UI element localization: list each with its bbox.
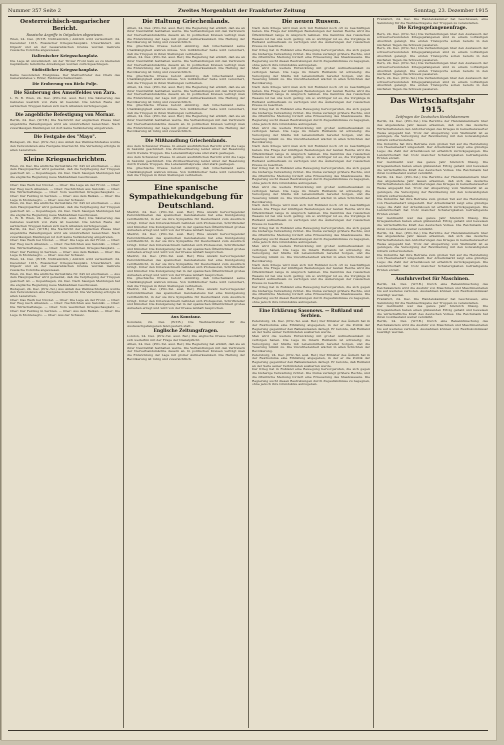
article-text: Man wird die weitere Entwicklung mit großer Aufmerksamkeit zu verfolgen haben. Die Lage im Innern Rußlands ist schwierig; die Versorgung der Städte mit Lebensmitteln bereitet Sorgen, und die Teuerung nimmt zu. Die Unzufriedenheit wächst in allen Schichten der Bevölkerung. (252, 244, 370, 263)
article-text: Der Krieg hat in Rußland eine Bewegung hervorgerufen, die sich gegen die bisherige Verwaltung richtet. Die Duma verlangt größere Rechte, und die öffentliche Meinung fordert eine Erneuerung des Staatswesens. Die Regierung sucht diesen Bestrebungen durch Zugeständnisse zu begegnen, ohne jedoch ihre Grundsätze aufzugeben. (252, 166, 370, 186)
article-text: Berlin, 24. Dez. (W.T.B.) Durch eine Bekanntmachung des Reichskanzlers wird die Ausfuhr von Maschinen und Maschinenteilen bis auf weiteres verboten. Ausnahmen können vom Reichskommissar bewilligt werden. (377, 282, 488, 298)
article-text: Ober: Das Werk bei Nicolet. — Ober: Die Lage an der Front. — Ober: Der Weg nach Albanien. — Ober: Nachrichten aus Saloniki. — Ober: Die Wirtschaftslage. — Ober: Vom westlichen Kriegsschauplatz. — Ober: Der Feldzug in Serbien. — Ober: Aus dem Balkan. — Ober: Die Lage in Montenegro. — Ober: Aus der Schweiz. (10, 297, 120, 317)
headline: Oesterreichisch-ungarischer Bericht. (20, 19, 110, 32)
headline: Die neuen Russen. (281, 19, 341, 25)
article-text: Die griechische Presse betont einmütig, daß Griechenland seine Unabhängigkeit wahren müsse. Von militärischer Seite wird versichert, daß die Truppen in ihren Stellungen verbleiben. (127, 44, 245, 56)
article-text: Wien, 24. Dez. (W.T.B. Nichtamtlich.) Amtlich wird verlautbart: 24. Dezember 1915. Russischer Kriegsschauplatz. Unverändert. Am Dnjestr und an der bessarabischen Grenze wurden mehrere russische Vorstöße abgewiesen. (10, 256, 120, 273)
masthead (8, 6, 488, 17)
article-text: Madrid, 24. Dez. (Priv.-Tel. ausl. Ber.) Eine Anzahl hervorragender Persönlichkeiten des spanischen Geisteslebens hat eine Kundgebung veröffentlicht, in der sie ihre Sympathie für Deutschland zum Ausdruck bringt. Unter den Unterzeichnern befinden sich Professoren, Schriftsteller und Künstler. Die Kundgebung hat in der spanischen Öffentlichkeit großes Aufsehen erregt und wird von der Presse lebhaft besprochen. (127, 287, 245, 310)
article-text: Nach dem Kriege wird man sich mit Rußland noch oft zu beschäftigen haben. Die Frage der künftigen Beziehungen der beiden Reiche wird die Öffentlichkeit lange in Anspruch nehmen. Die Kenntnis des russischen Wesens ist bei uns noch gering; um so wichtiger ist es, die Vorgänge in Rußland aufmerksam zu verfolgen und die Äußerungen der russischen Presse zu beachten. (252, 262, 370, 286)
headline: Die angebliche Befestigung von Mornar. (15, 113, 115, 119)
article-text: Berlin, 24. Dez. (Priv.-Tel.) Die Berichte der Handelskammern über das abgelaufene Jahr lassen erkennen, daß sich das deutsche Wirtschaftsleben den Anforderungen des Krieges in bemerkenswerter Weise angepaßt hat. Trotz der Absperrung vom Weltmarkt ist es gelungen, die Versorgung der Bevölkerung mit den notwendigsten Gütern sicherzustellen. (377, 119, 488, 142)
article-text: Der Krieg hat in Rußland eine Bewegung hervorgerufen, die sich gegen die bisherige Verwaltung richtet. Die Duma verlangt größere Rechte, und die öffentliche Meinung fordert eine Erneuerung des Staatswesens. Die Regierung sucht diesen Bestrebungen durch Zugeständnisse zu begegnen, ohne jedoch ihre Grundsätze aufzugeben. (252, 284, 370, 304)
divider (24, 89, 106, 90)
headline: Englische Zeitungsfragen. (153, 329, 219, 335)
article-text: Der Krieg hat in Rußland eine Bewegung hervorgerufen, die sich gegen die bisherige Verwaltung richtet. Die Duma verlangt größere Rechte, und die öffentliche Meinung fordert eine Erneuerung des Staatswesens. Die Regierung sucht diesen Bestrebungen durch Zugeständnisse zu begegnen, ohne jedoch ihre Grundsätze aufzugeben. (252, 225, 370, 245)
article-text: Madrid, 24. Dez. (Priv.-Tel. ausl. Ber.) Eine Anzahl hervorragender Persönlichkeiten des spanischen Geisteslebens hat eine Kundgebung veröffentlicht, in der sie ihre Sympathie für Deutschland zum Ausdruck bringt. Unter den Unterzeichnern befinden sich Professoren, Schriftsteller und Künstler. Die Kundgebung hat in der spanischen Öffentlichkeit großes Aufsehen erregt und wird von der Presse lebhaft besprochen. (127, 254, 245, 277)
article-text: Budapest, 24. Dez. (Priv.-Tel.) Aus Anlaß des Weihnachtsfestes wurde den Verwundeten eine Festgabe überreicht. Die Verteilung erfolgte in allen Lazaretten. (10, 286, 120, 298)
bottom-rule (8, 730, 488, 731)
divider (10, 181, 120, 182)
headline: Die Mißhandlung Griechenlands. (145, 138, 227, 144)
article-text: Athen, 24. Dez. (Priv.-Tel. ausl. Ber.) Die Regierung hat erklärt, daß sie an ihrer Neutralität festhalten werde. Die Verhandlungen mit den Vertretern der Vierverbandsmächte dauern an. In politischen Kreisen verfolgt man die Entwicklung der Lage mit großer Aufmerksamkeit. Die Haltung der Bevölkerung ist ruhig und zuversichtlich. (127, 25, 245, 45)
article-text: Der Geldmarkt war das ganze Jahr hindurch flüssig. Die Kriegsanleihen haben einen glänzenden Erfolg gehabt und beweisen die wirtschaftliche Kraft des deutschen Volkes. Die Reichsbank hat ihren Goldbestand weiter verstärkt. (377, 304, 488, 320)
article-text: Wien, 24. Dez. Die amtliche Verlustliste Nr. 345 ist erschienen. — Aus dem Hauptquartier wird gemeldet, daß die Verpflegung der Truppen gesichert ist. — Kopenhagen, 24. Dez. Nach hiesigen Meldungen hat die englische Regierung neue Maßnahmen beschlossen. (10, 271, 120, 287)
headline: Eine Erklärung Sasonows. — Rußland und Serbien. (259, 308, 363, 320)
article-text: Athen, 24. Dez. (Priv.-Tel. ausl. Ber.) Die Regierung hat erklärt, daß sie an ihrer Neutralität festhalten werde. Die Verhandlungen mit den Vertretern der Vierverbandsmächte dauern an. In politischen Kreisen verfolgt man die Entwicklung der Lage mit großer Aufmerksamkeit. Die Haltung der Bevölkerung ist ruhig und zuversichtlich. (127, 84, 245, 104)
divider (141, 136, 231, 137)
article-text: Man wird die weitere Entwicklung mit großer Aufmerksamkeit zu verfolgen haben. Die Lage im Innern Rußlands ist schwierig; die Versorgung der Städte mit Lebensmitteln bereitet Sorgen, und die Teuerung nimmt zu. Die Unzufriedenheit wächst in allen Schichten der Bevölkerung. (252, 334, 370, 353)
headline: Das Wirtschaftsjahr 1915. (390, 96, 475, 115)
article-text: Aus dem Schweizer Presse. In einem ausführlichen Bericht wird die Lage in Saloniki geschildert. Die Zivilbevölkerung leidet unter der Besetzung durch fremde Truppen. Die Lebensmittelpreise sind stark gestiegen. (127, 154, 245, 167)
article-text: Wien, 24. Dez. Die amtliche Verlustliste Nr. 345 ist erschienen. — Aus dem Hauptquartier wird gemeldet, daß die Verpflegung der Truppen gesichert ist. — Kopenhagen, 24. Dez. Nach hiesigen Meldungen hat die englische Regierung neue Maßnahmen beschlossen. (10, 163, 120, 179)
headline: Die Haltung Griechenlands. (142, 19, 230, 25)
article-text: Bern, 24. Dez. (Priv.-Tel.) Die Verhandlungen über den Austausch der schwerverwundeten Kriegsgefangenen sind zu einem vorläufigen Abschluß gelangt. Die ersten Transporte sollen bereits in den nächsten Tagen die Schweiz passieren. (377, 31, 488, 47)
article-text: Athen, 24. Dez. (Priv.-Tel. ausl. Ber.) Die Regierung hat erklärt, daß sie an ihrer Neutralität festhalten werde. Die Verhandlungen mit den Vertretern der Vierverbandsmächte dauern an. In politischen Kreisen verfolgt man die Entwicklung der Lage mit großer Aufmerksamkeit. Die Haltung der Bevölkerung ist ruhig und zuversichtlich. (127, 341, 245, 361)
headline: Eine spanische Sympathiekundgebung für Deutschland. (129, 182, 243, 210)
article-text: Die Industrie hat ihre Betriebe zum großen Teil auf die Herstellung von Heeresbedarf umgestellt. Der Arbeitsmarkt zeigt eine günstige Lage; die Zahl der Arbeitslosen ist erheblich zurückgegangen. Die Landwirtschaft hat trotz mancher Schwierigkeiten befriedigende Ernten erzielt. (377, 197, 488, 217)
article-text: Ober: Das Werk bei Nicolet. — Ober: Die Lage an der Front. — Ober: Der Weg nach Albanien. — Ober: Nachrichten aus Saloniki. — Ober: Die Wirtschaftslage. — Ober: Vom westlichen Kriegsschauplatz. — Ober: Der Feldzug in Serbien. — Ober: Aus dem Balkan. — Ober: Die Lage in Montenegro. — Ober: Aus der Schweiz. (10, 238, 120, 258)
article-text: Budapest, 24. Dez. (Priv.-Tel.) Aus Anlaß des Weihnachtsfestes wurde den Verwundeten eine Festgabe überreicht. Die Verteilung erfolgte in allen Lazaretten. (10, 140, 120, 152)
divider (141, 313, 231, 314)
article-text: L. W. B. Wien, 24. Dez. (Priv.-Tel. ausl. Ber.) Die Säuberung des Gebietes westlich von Zara ist beendet. Die letzten Reste der serbischen Truppen haben sich nach Albanien zurückgezogen. (10, 96, 120, 108)
subheadline: Zeitfragen der Deutschen Handelskammern (395, 115, 470, 120)
article-text: Keine besonderen Ereignisse. Der Stellvertreter des Chefs des Generalstabes v. Höfer, Feldmarschalleutnant. (10, 72, 120, 81)
headline: Die Festgabe des "Mayo". (33, 135, 97, 140)
newspaper-title: Zweites Morgenblatt der Frankfurter Zeitung (178, 8, 306, 14)
section-heading: Italienischer Kriegsschauplatz. (31, 53, 99, 58)
article-text: Nach dem Kriege wird man sich mit Rußland noch oft zu beschäftigen haben. Die Frage der künftigen Beziehungen der beiden Reiche wird die Öffentlichkeit lange in Anspruch nehmen. Die Kenntnis des russischen Wesens ist bei uns noch gering; um so wichtiger ist es, die Vorgänge in Rußland aufmerksam zu verfolgen und die Äußerungen der russischen Presse zu beachten. (252, 25, 370, 49)
divider (252, 306, 370, 307)
divider (391, 274, 474, 275)
article-text: Der Krieg hat in Rußland eine Bewegung hervorgerufen, die sich gegen die bisherige Verwaltung richtet. Die Duma verlangt größere Rechte, und die öffentliche Meinung fordert eine Erneuerung des Staatswesens. Die Regierung sucht diesen Bestrebungen durch Zugeständnisse zu begegnen, ohne jedoch ihre Grundsätze aufzugeben. (252, 367, 370, 387)
article-text: Berlin, 24. Dez. (Priv.-Tel.) Die Berichte der Handelskammern über das abgelaufene Jahr lassen erkennen, daß sich das deutsche Wirtschaftsleben den Anforderungen des Krieges in bemerkenswerter Weise angepaßt hat. Trotz der Absperrung vom Weltmarkt ist es gelungen, die Versorgung der Bevölkerung mit den notwendigsten Gütern sicherzustellen. (377, 230, 488, 254)
divider (24, 111, 106, 112)
article-text: Aus dem Schweizer Presse. In einem ausführlichen Bericht wird die Lage in Saloniki geschildert. Die Zivilbevölkerung leidet unter der Besetzung durch fremde Truppen. Die Lebensmittelpreise sind stark gestiegen. (127, 143, 245, 156)
article-text: L. W. B. Wien, 24. Dez. (Priv.-Tel. ausl. Ber.) Die Säuberung des Gebietes westlich von Zara ist beendet. Die letzten Reste der serbischen Truppen haben sich nach Albanien zurückgezogen. (10, 216, 120, 228)
issue-date: Sonntag, 23. Dezember 1915 (414, 8, 488, 14)
article-text: Der Geldmarkt war das ganze Jahr hindurch flüssig. Die Kriegsanleihen haben einen glänzenden Erfolg gehabt und beweisen die wirtschaftliche Kraft des deutschen Volkes. Die Reichsbank hat ihren Goldbestand weiter verstärkt. (377, 215, 488, 231)
section-heading: Die Eroberung von Bielo Polje. (32, 81, 98, 86)
headline: Ausfuhrverbot für Maschinen. (395, 276, 470, 282)
article-text: Frankfurt, 24. Dez. Die Handelskammer hat beschlossen, eine Sammlung für die Weihnachtsgabe der Truppen zu veranstalten. (377, 18, 488, 25)
article-text: Berlin, 24. Dez. (W.T.B.) Die Nachricht der englischen Presse über angebliche Befestigungen wird als unzutreffend bezeichnet. Nach zuverlässigen Meldungen ist dort keine Veränderung eingetreten. (10, 227, 120, 239)
article-text: Nach dem Kriege wird man sich mit Rußland noch oft zu beschäftigen haben. Die Frage der künftigen Beziehungen der beiden Reiche wird die Öffentlichkeit lange in Anspruch nehmen. Die Kenntnis des russischen Wesens ist bei uns noch gering; um so wichtiger ist es, die Vorgänge in Rußland aufmerksam zu verfolgen und die Äußerungen der russischen Presse zu beachten. (252, 203, 370, 226)
article-text: Konstanz, 24. Dez. (W.T.B.) Die Weihnachtsfeier für die Austauschgefangenen fand gestern statt. (127, 319, 245, 328)
divider (24, 132, 106, 133)
article-text: Der Krieg hat in Rußland eine Bewegung hervorgerufen, die sich gegen die bisherige Verwaltung richtet. Die Duma verlangt größere Rechte, und die öffentliche Meinung fordert eine Erneuerung des Staatswesens. Die Regierung sucht diesen Bestrebungen durch Zugeständnisse zu begegnen, ohne jedoch ihre Grundsätze aufzugeben. (252, 47, 370, 67)
divider (127, 180, 245, 181)
article-text: Man wird die weitere Entwicklung mit großer Aufmerksamkeit zu verfolgen haben. Die Lage im Innern Rußlands ist schwierig; die Versorgung der Städte mit Lebensmitteln bereitet Sorgen, und die Teuerung nimmt zu. Die Unzufriedenheit wächst in allen Schichten der Bevölkerung. (252, 184, 370, 204)
article-text: Wien, 24. Dez. Die amtliche Verlustliste Nr. 345 ist erschienen. — Aus dem Hauptquartier wird gemeldet, daß die Verpflegung der Truppen gesichert ist. — Kopenhagen, 24. Dez. Nach hiesigen Meldungen hat die englische Regierung neue Maßnahmen beschlossen. (10, 201, 120, 217)
article-text: Bern, 24. Dez. (Priv.-Tel.) Die Verhandlungen über den Austausch der schwerverwundeten Kriegsgefangenen sind zu einem vorläufigen Abschluß gelangt. Die ersten Transporte sollen bereits in den nächsten Tagen die Schweiz passieren. (377, 61, 488, 77)
column-rule (373, 18, 374, 728)
divider (24, 154, 106, 155)
section-heading: Aus Konstanz. (170, 314, 202, 320)
article-text: Berlin, 24. Dez. (W.T.B.) Durch eine Bekanntmachung des Reichskanzlers wird die Ausfuhr von Maschinen und Maschinenteilen bis auf weiteres verboten. Ausnahmen können vom Reichskommissar bewilligt werden. (377, 319, 488, 335)
article-text: Man wird die weitere Entwicklung mit großer Aufmerksamkeit zu verfolgen haben. Die Lage im Innern Rußlands ist schwierig; die Versorgung der Städte mit Lebensmitteln bereitet Sorgen, und die Teuerung nimmt zu. Die Unzufriedenheit wächst in allen Schichten der Bevölkerung. (252, 66, 370, 86)
headline: Kleine Kriegsnachrichten. (23, 156, 107, 163)
headline: Die Säuberung des Amselfeldes von Zara. (13, 91, 117, 97)
subheadline: Russische Angriffe in Ostgalizien abgewiesen. (26, 33, 104, 38)
column-rule (123, 18, 124, 728)
article-text: Die Industrie hat ihre Betriebe zum großen Teil auf die Herstellung von Heeresbedarf umgestellt. Der Arbeitsmarkt zeigt eine günstige Lage; die Zahl der Arbeitslosen ist erheblich zurückgegangen. Die Landwirtschaft hat trotz mancher Schwierigkeiten befriedigende Ernten erzielt. (377, 141, 488, 161)
article-text: Ober: Das Werk bei Nicolet. — Ober: Die Lage an der Front. — Ober: Der Weg nach Albanien. — Ober: Nachrichten aus Saloniki. — Ober: Die Wirtschaftslage. — Ober: Vom westlichen Kriegsschauplatz. — Ober: Der Feldzug in Serbien. — Ober: Aus dem Balkan. — Ober: Die Lage in Montenegro. — Ober: Aus der Schweiz. (10, 182, 120, 202)
headline: Die Kriegsgefangenenfrage. (397, 26, 468, 32)
article-text: Der Geldmarkt war das ganze Jahr hindurch flüssig. Die Kriegsanleihen haben einen glänzenden Erfolg gehabt und beweisen die wirtschaftliche Kraft des deutschen Volkes. Die Reichsbank hat ihren Goldbestand weiter verstärkt. (377, 160, 488, 176)
article-text: Bern, 24. Dez. (Priv.-Tel.) Die Verhandlungen über den Austausch der schwerverwundeten Kriegsgefangenen sind zu einem vorläufigen Abschluß gelangt. Die ersten Transporte sollen bereits in den nächsten Tagen die Schweiz passieren. (377, 76, 488, 92)
column-2 (127, 18, 245, 730)
article-text: Man wird die weitere Entwicklung mit großer Aufmerksamkeit zu verfolgen haben. Die Lage im Innern Rußlands ist schwierig; die Versorgung der Städte mit Lebensmitteln bereitet Sorgen, und die Teuerung nimmt zu. Die Unzufriedenheit wächst in allen Schichten der Bevölkerung. (252, 125, 370, 145)
article-text: Frankfurt, 24. Dez. Die Handelskammer hat beschlossen, eine Sammlung für die Weihnachtsgabe der Truppen zu veranstalten. (377, 296, 488, 305)
column-3 (252, 18, 370, 730)
article-text: Bern, 24. Dez. (Priv.-Tel.) Die Verhandlungen über den Austausch der schwerverwundeten Kriegsgefangenen sind zu einem vorläufigen Abschluß gelangt. Die ersten Transporte sollen bereits in den nächsten Tagen die Schweiz passieren. (377, 46, 488, 62)
article-text: Nach dem Kriege wird man sich mit Rußland noch oft zu beschäftigen haben. Die Frage der künftigen Beziehungen der beiden Reiche wird die Öffentlichkeit lange in Anspruch nehmen. Die Kenntnis des russischen Wesens ist bei uns noch gering; um so wichtiger ist es, die Vorgänge in Rußland aufmerksam zu verfolgen und die Äußerungen der russischen Presse zu beachten. (252, 84, 370, 108)
article-text: Die Industrie hat ihre Betriebe zum großen Teil auf die Herstellung von Heeresbedarf umgestellt. Der Arbeitsmarkt zeigt eine günstige Lage; die Zahl der Arbeitslosen ist erheblich zurückgegangen. Die Landwirtschaft hat trotz mancher Schwierigkeiten befriedigende Ernten erzielt. (377, 252, 488, 272)
article-text: Die griechische Presse betont einmütig, daß Griechenland seine Unabhängigkeit wahren müsse. Von militärischer Seite wird versichert, daß die Truppen in ihren Stellungen verbleiben. (127, 166, 245, 178)
article-text: Athen, 24. Dez. (Priv.-Tel. ausl. Ber.) Die Regierung hat erklärt, daß sie an ihrer Neutralität festhalten werde. Die Verhandlungen mit den Vertretern der Vierverbandsmächte dauern an. In politischen Kreisen verfolgt man die Entwicklung der Lage mit großer Aufmerksamkeit. Die Haltung der Bevölkerung ist ruhig und zuversichtlich. (127, 55, 245, 75)
column-1 (10, 18, 120, 730)
article-text: Die griechische Presse betont einmütig, daß Griechenland seine Unabhängigkeit wahren müsse. Von militärischer Seite wird versichert, daß die Truppen in ihren Stellungen verbleiben. (127, 73, 245, 86)
article-text: Berlin, 24. Dez. (Priv.-Tel.) Die Berichte der Handelskammern über das abgelaufene Jahr lassen erkennen, daß sich das deutsche Wirtschaftsleben den Anforderungen des Krieges in bemerkenswerter Weise angepaßt hat. Trotz der Absperrung vom Weltmarkt ist es gelungen, die Versorgung der Bevölkerung mit den notwendigsten Gütern sicherzustellen. (377, 175, 488, 198)
page-number: Nummer 357 Seite 2 (8, 8, 61, 14)
article-text: Petersburg, 24. Dez. (Priv.-Tel. ausl. Ber.) Der Minister des Äußern hat in der Reichsduma eine Erklärung abgegeben, in der er die Politik der Regierung gegenüber den Balkanstaaten darlegt. Er betonte, daß Rußland an der Seite seiner Verbündeten ausharren werde. (252, 352, 370, 368)
article-text: Der Krieg hat in Rußland eine Bewegung hervorgerufen, die sich gegen die bisherige Verwaltung richtet. Die Duma verlangt größere Rechte, und die öffentliche Meinung fordert eine Erneuerung des Staatswesens. Die Regierung sucht diesen Bestrebungen durch Zugeständnisse zu begegnen, ohne jedoch ihre Grundsätze aufzugeben. (252, 107, 370, 126)
article-text: Die griechische Presse betont einmütig, daß Griechenland seine Unabhängigkeit wahren müsse. Von militärischer Seite wird versichert, daß die Truppen in ihren Stellungen verbleiben. (127, 276, 245, 288)
article-text: Madrid, 24. Dez. (Priv.-Tel. ausl. Ber.) Eine Anzahl hervorragender Persönlichkeiten des spanischen Geisteslebens hat eine Kundgebung veröffentlicht, in der sie ihre Sympathie für Deutschland zum Ausdruck bringt. Unter den Unterzeichnern befinden sich Professoren, Schriftsteller und Künstler. Die Kundgebung hat in der spanischen Öffentlichkeit großes Aufsehen erregt und wird von der Presse lebhaft besprochen. (127, 231, 245, 255)
column-rule (248, 18, 249, 728)
article-text: Athen, 24. Dez. (Priv.-Tel. ausl. Ber.) Die Regierung hat erklärt, daß sie an ihrer Neutralität festhalten werde. Die Verhandlungen mit den Vertretern der Vierverbandsmächte dauern an. In politischen Kreisen verfolgt man die Entwicklung der Lage mit großer Aufmerksamkeit. Die Haltung der Bevölkerung ist ruhig und zuversichtlich. (127, 114, 245, 134)
divider (377, 94, 488, 95)
article-text: Nach dem Kriege wird man sich mit Rußland noch oft zu beschäftigen haben. Die Frage der künftigen Beziehungen der beiden Reiche wird die Öffentlichkeit lange in Anspruch nehmen. Die Kenntnis des russischen Wesens ist bei uns noch gering; um so wichtiger ist es, die Vorgänge in Rußland aufmerksam zu verfolgen und die Äußerungen der russischen Presse zu beachten. (252, 144, 370, 167)
column-4 (377, 18, 488, 730)
article-text: London, 24. Dez. (Priv.-Tel. ausl. Ber.) Die englische Presse beschäftigt sich weiterhin mit der Frage der Dienstpflicht. (127, 334, 245, 343)
article-text: Petersburg, 24. Dez. (Priv.-Tel. ausl. Ber.) Der Minister des Äußern hat in der Reichsduma eine Erklärung abgegeben, in der er die Politik der Regierung gegenüber den Balkanstaaten darlegt. Er betonte, daß Rußland an der Seite seiner Verbündeten ausharren werde. (252, 319, 370, 335)
article-text: Berlin, 24. Dez. (W.T.B.) Die Nachricht der englischen Presse über angebliche Befestigungen wird als unzutreffend bezeichnet. Nach zuverlässigen Meldungen ist dort keine Veränderung eingetreten. (10, 118, 120, 130)
article-text: Die griechische Presse betont einmütig, daß Griechenland seine Unabhängigkeit wahren müsse. Von militärischer Seite wird versichert, daß die Truppen in ihren Stellungen verbleiben. (127, 103, 245, 115)
article-text: Madrid, 24. Dez. (Priv.-Tel. ausl. Ber.) Eine Anzahl hervorragender Persönlichkeiten des spanischen Geisteslebens hat eine Kundgebung veröffentlicht, in der sie ihre Sympathie für Deutschland zum Ausdruck bringt. Unter den Unterzeichnern befinden sich Professoren, Schriftsteller und Künstler. Die Kundgebung hat in der spanischen Öffentlichkeit großes Aufsehen erregt und wird von der Presse lebhaft besprochen. (127, 209, 245, 233)
section-heading: Südöstlicher Kriegsschauplatz. (31, 67, 99, 72)
article-text: Wien, 24. Dez. (W.T.B. Nichtamtlich.) Amtlich wird verlautbart: 24. Dezember 1915. Russischer Kriegsschauplatz. Unverändert. Am Dnjestr und an der bessarabischen Grenze wurden mehrere russische Vorstöße abgewiesen. (10, 37, 120, 53)
article-text: Die Lage ist unverändert. An der Tiroler Front kam es zu kleineren Geplänkeln; feindliche Abteilungen wurden zurückgeschlagen. (10, 58, 120, 67)
